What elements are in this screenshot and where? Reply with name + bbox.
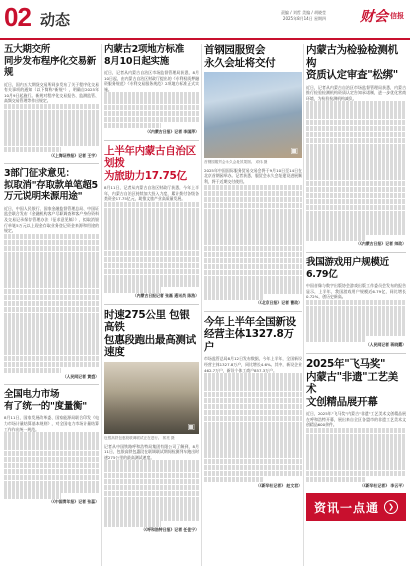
article-body: 中国音像与数字出版协会游戏出版工作委员会发布的报告显示，上半年，我国游戏用户规模近6.79亿，同比增长0.72%，创历史新高。 [306, 283, 406, 300]
photo-caption: 包银高铁包惠段联调联试正在进行。 郭亮 摄 [104, 435, 175, 440]
banner-text: 资讯一点通 [313, 500, 379, 515]
editor-line: 责编 / 刘哲 美编 / 胡晓莹 [280, 10, 326, 15]
column-4 [306, 44, 406, 521]
column-divider [201, 44, 202, 566]
logo-sub: 信报 [390, 12, 404, 20]
column-divider [303, 44, 304, 566]
article-body: 记者从中国铁路呼和浩特局集团有限公司了解到，8月11日，包银高铁包惠段在联调联试期间检测列车跑出时速275公里的最高测试速度。 [104, 443, 199, 460]
article-body: 8月11日，记者从内蒙古自治区财政厅获悉，今年上半年，内蒙古自治区持续加大投入力度，累计拨付各级各类资金17.75亿元，助推文旅产业高质量发展。 [104, 185, 199, 202]
article-high-speed-rail [104, 309, 199, 533]
column-3 [204, 44, 302, 494]
article-gaming-users [306, 257, 406, 348]
masthead-meta [256, 10, 326, 22]
column-divider [101, 44, 102, 566]
article-headline: 首钢园服贸会 永久会址将交付 [204, 44, 276, 69]
masthead [0, 0, 410, 40]
camera-icon: ▣ [187, 421, 195, 431]
article-headline: 全国电力市场 有了统一的"度量衡" [4, 389, 87, 412]
article-tourism-funds [104, 145, 199, 299]
column-2 [104, 44, 199, 538]
article-headline: 五大期交所 同步发布程序化交易新规 [4, 44, 97, 78]
article-headline: 2025年"飞马奖" 内蒙古"非遗"工艺美术 文创精品展开幕 [306, 358, 398, 408]
article-body: 市场监管总局8月12日发布数据，今年上半年，全国新设经营主体1327.8万户，同比增长4.6%。其中，新设企业462.7万户，新设个体工商户857.3万户。 [204, 356, 302, 373]
article-byline: （《内蒙古日报》记者 李国萍） [145, 128, 199, 134]
article-body: 近日，记者从内蒙古自治区市场监督管理局获悉，8月10日起，由内蒙古自治区财政厅提出的《专利权质押融资服务规范》《专利交易服务规范》2项地方标准正式实施。 [104, 70, 199, 92]
newspaper-logo [330, 5, 404, 27]
article-headline: 内蒙古2项地方标准 8月10日起实施 [104, 44, 184, 67]
camera-icon: ▣ [290, 146, 298, 155]
news-digest-banner [306, 493, 406, 521]
article-byline: （《中国青年报》记者 张蕊） [49, 499, 99, 505]
article-headline: 上半年内蒙古自治区划拨 为旅助力17.75亿 [104, 144, 196, 182]
article-byline: （人民网记者 蒋晓霞） [365, 342, 406, 348]
article-headline: 我国游戏用户规模近6.79亿 [306, 257, 389, 280]
article-shougang-venue [204, 44, 302, 306]
article-byline: （《呼和浩特日报》记者 任佳宁） [141, 527, 199, 533]
article-power-market [4, 389, 99, 504]
article-cash-rules [4, 168, 99, 379]
article-body: 近日，2025年"飞马奖"内蒙古"非遗"工艺美术文创精品展在呼和浩特开幕，展出来自全区各盟市的非遗工艺美术文创精品600余件。 [306, 411, 406, 428]
article-feima-award [306, 358, 406, 488]
article-headline: 时速275公里 包银高铁 包惠段跑出最高测试速度 [104, 308, 196, 359]
article-futures-rules [4, 44, 99, 158]
article-byline: （《新华社记者》 李云平） [359, 482, 406, 488]
venue-photo [204, 72, 302, 158]
section-title: 动态 [40, 11, 71, 29]
article-byline: （《新华社记者》 赵文君） [255, 482, 302, 488]
article-headline: 3部门征求意见： 拟取消"存取款单笔超5万元说明来源用途" [4, 168, 98, 203]
article-body: 2025年中国国际服务贸易交易会将于9月10日至14日在北京首钢园举办。记者获悉，服贸会永久会址建设进展顺利，将于近期交付使用。 [204, 167, 302, 184]
article-byline: （内蒙古日报记者 张磊 通讯员 陈浩） [132, 293, 199, 299]
article-local-standards [104, 44, 199, 135]
photo-caption: 首钢园服贸会永久会址效果图。 邓伟 摄 [204, 160, 268, 164]
logo-main: 财会 [360, 9, 388, 25]
article-headline: 内蒙古为检验检测机构 资质认定审查"松绑" [306, 44, 398, 81]
page-number: 02 [4, 2, 31, 32]
article-byline: （《内蒙古日报》记者 帅政） [356, 241, 406, 247]
article-byline: （《北京日报》记者 曹政） [255, 300, 302, 306]
date-line: 2025年8月14日 星期四 [282, 16, 326, 21]
article-inspection-certification [306, 44, 406, 247]
article-body: 近日，国内五大期货交易所同步发布了关于程序化交易有关事项的通知（以下简称"新规"），明确自2025年10月9日起施行。新规对程序化交易报告、监测监管、高频交易管理等作出规定。 [4, 81, 99, 104]
chevron-right-icon: ❯ [384, 500, 398, 514]
article-new-business-entities [204, 316, 302, 489]
article-byline: （《上海证券报》记者 王宇） [49, 152, 99, 158]
article-body: 8月11日，国家发展改革委、国家能源局联合印发《电力市场计量结算基本规则》，对全国电力市场计量结算工作作出统一规范。 [4, 415, 99, 432]
article-body: 近日，记者从内蒙古自治区市场监督管理局获悉，内蒙古推行检验检测机构资质认定告知承诺制，进一步优化营商环境，为检验检测机构减负。 [306, 84, 406, 101]
rail-photo [104, 362, 199, 434]
article-body: 近日，中国人民银行、国家金融监督管理总局、中国证监会联合发布《金融机构客户尽职调查和客户身份资料及交易记录保存管理办法（征求意见稿）》，拟取消银行单笔5万元以上现金存取业务登记资金来源和用途的规定。 [4, 205, 99, 234]
article-byline: （人民网记者 黄盛） [62, 373, 99, 379]
article-headline: 今年上半年全国新设 经营主体1327.8万户 [204, 315, 296, 353]
column-1 [4, 44, 99, 510]
